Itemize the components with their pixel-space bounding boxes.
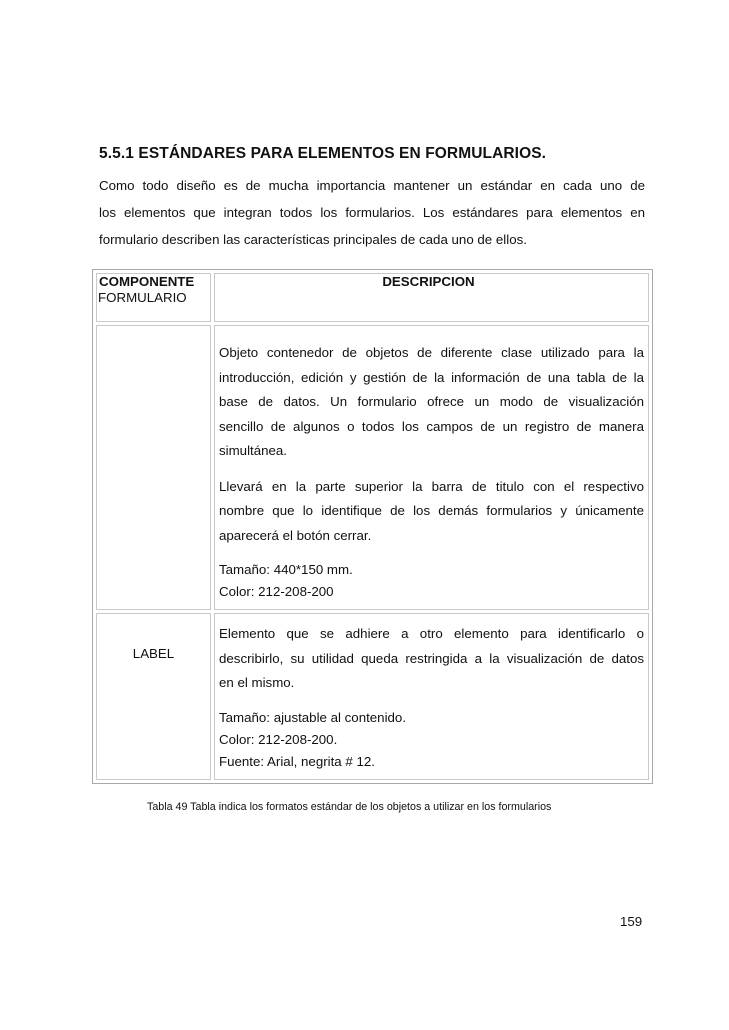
description-line: Objeto contenedor de objetos de diferente clase utilizado para la [219,345,644,360]
description-specs [219,707,644,773]
description-specs [219,559,644,603]
component-name: FORMULARIO [98,290,187,305]
intro-line: los elementos que integran todos los formularios. Los estándares para elementos en [99,205,645,220]
spec-color: Color: 212-208-200 [219,584,334,599]
spec-size: Tamaño: 440*150 mm. [219,562,353,577]
page-number: 159 [620,914,643,929]
description-line: aparecerá el botón cerrar. [219,527,372,543]
description-line: simultánea. [219,443,287,458]
description-line: introducción, edición y gestión de la información de una tabla de la [219,369,644,385]
description-line: nombre que lo identifique de los demás formularios y únicamente [219,503,644,518]
component-cell [96,290,211,610]
description-cell [214,613,649,780]
table-row [96,325,649,610]
description-line: Llevará en la parte superior la barra de titulo con el respectivo [219,478,644,494]
table-row [96,613,649,780]
intro-line: Como todo diseño es de mucha importancia mantener un estándar en cada uno de [99,178,645,193]
component-name: LABEL [132,646,175,661]
spec-size: Tamaño: ajustable al contenido. [219,709,407,725]
description-paragraph [219,475,644,549]
spec-font: Fuente: Arial, negrita # 12. [219,753,375,769]
intro-line: formulario describen las características principales de cada uno de ellos. [99,232,527,247]
description-paragraph [219,622,644,696]
table-caption: Tabla 49 Tabla indica los formatos estándar de los objetos a utilizar en los formularios [147,801,552,813]
header-cell-description [214,273,649,322]
header-description: DESCRIPCION [382,274,475,289]
description-line: en el mismo. [219,675,295,690]
description-line: Elemento que se adhiere a otro elemento para identificarlo o [219,626,644,641]
component-cell [96,613,211,780]
description-cell [214,325,649,610]
header-component: COMPONENTE [99,274,195,289]
description-line: sencillo de algunos o todos los campos de un registro de manera [219,418,644,434]
intro-paragraph [99,172,645,253]
description-paragraph [219,341,644,464]
section-title: 5.5.1 ESTÁNDARES PARA ELEMENTOS EN FORMULARIOS. [99,145,547,162]
standards-table [92,269,653,784]
spec-color: Color: 212-208-200. [219,731,338,747]
description-line: describirlo, su utilidad queda restringida a la visualización de datos [219,650,644,666]
description-line: base de datos. Un formulario ofrece un modo de visualización [219,394,644,409]
